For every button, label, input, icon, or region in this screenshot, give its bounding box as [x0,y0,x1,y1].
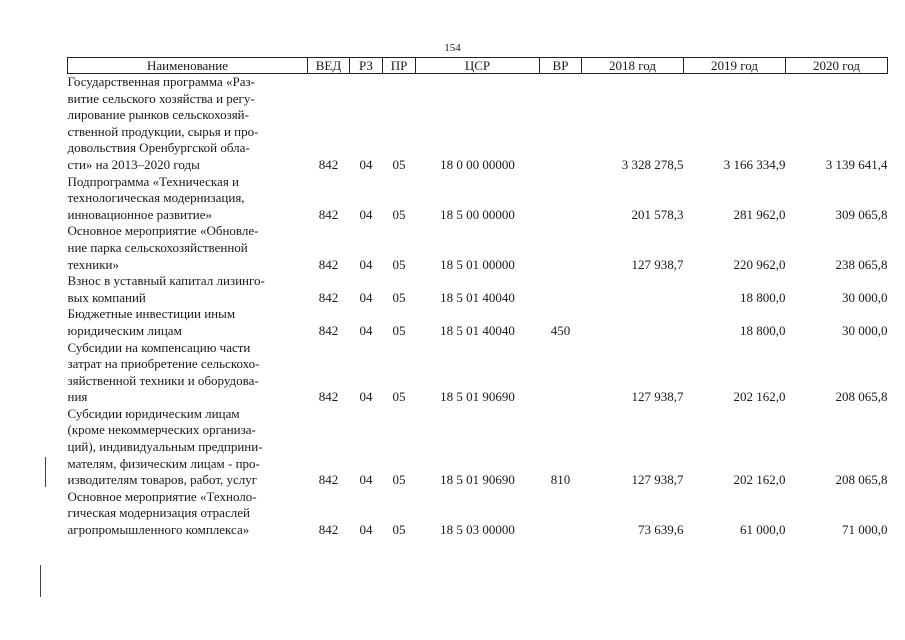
cell-ved: 842 [318,389,339,405]
page-number: 154 [444,42,461,54]
name-line: агропромышленного комплекса» [67,522,250,538]
cell-pr: 05 [392,322,406,338]
cell-2019: 61 000,0 [740,522,786,538]
cell-rz: 04 [359,289,373,305]
cell-vr [540,174,582,224]
table-row [68,74,888,174]
cell-csr: 18 0 00 00000 [440,156,515,172]
cell-vr [540,273,582,306]
cell-name [68,74,308,174]
scan-artifact [40,565,41,597]
cell-2018: 201 578,3 [631,206,684,222]
cell-csr: 18 5 01 40040 [440,322,515,338]
name-line: вых компаний [67,289,146,305]
column-header-2020: 2020 год [786,58,888,74]
cell-2020: 30 000,0 [842,289,888,305]
name-line: Основное мероприятие «Обновле- [67,223,259,239]
name-line: витие сельского хозяйства и регу- [67,90,255,106]
cell-2019: 3 166 334,9 [723,156,786,172]
cell-rz: 04 [359,322,373,338]
cell-name [68,489,308,539]
cell-pr: 05 [392,389,406,405]
cell-2020: 71 000,0 [842,522,888,538]
name-line: гическая модернизация отраслей [67,505,250,521]
cell-rz: 04 [359,206,373,222]
cell-ved: 842 [318,256,339,272]
scan-artifact [45,457,46,487]
name-line: мателям, физическим лицам - про- [67,455,260,471]
cell-pr: 05 [392,472,406,488]
cell-2018: 3 328 278,5 [621,156,684,172]
cell-2019: 220 962,0 [733,256,786,272]
name-line: ственной продукции, сырья и про- [67,123,259,139]
cell-ved: 842 [318,472,339,488]
cell-name [68,340,308,406]
name-line: Основное мероприятие «Техноло- [67,488,257,504]
cell-rz: 04 [359,472,373,488]
cell-2020: 309 065,8 [835,206,888,222]
cell-2019: 18 800,0 [740,289,786,305]
cell-2018 [582,273,684,306]
column-header-rz: РЗ [350,58,383,74]
name-line: затрат на приобретение сельскохо- [67,356,260,372]
column-header-vr: ВР [540,58,582,74]
cell-csr: 18 5 01 00000 [440,256,515,272]
cell-csr: 18 5 01 40040 [440,289,515,305]
cell-ved: 842 [318,206,339,222]
table-row [68,406,888,489]
cell-ved: 842 [318,289,339,305]
table-header-row [68,58,888,74]
cell-2019: 281 962,0 [733,206,786,222]
name-line: (кроме некоммерческих организа- [67,422,256,438]
cell-ved: 842 [318,156,339,172]
column-header-csr: ЦСР [416,58,540,74]
cell-csr: 18 5 03 00000 [440,522,515,538]
column-header-pr: ПР [383,58,416,74]
cell-2020: 208 065,8 [835,472,888,488]
cell-vr: 450 [550,322,571,338]
cell-pr: 05 [392,256,406,272]
table-row [68,489,888,539]
name-line: Субсидии юридическим лицам [67,405,240,421]
cell-ved: 842 [318,322,339,338]
name-line: инновационное развитие» [67,206,213,222]
cell-name [68,273,308,306]
table-row [68,340,888,406]
cell-name [68,406,308,489]
cell-vr [540,74,582,174]
cell-csr: 18 5 01 90690 [440,472,515,488]
name-line: ния [67,389,88,405]
column-header-ved: ВЕД [308,58,350,74]
name-line: Субсидии на компенсацию части [67,339,251,355]
table-row [68,223,888,273]
cell-2019: 202 162,0 [733,472,786,488]
cell-2019: 18 800,0 [740,322,786,338]
budget-table [67,57,888,539]
cell-2018 [582,306,684,339]
column-header-name: Наименование [68,58,308,74]
name-line: зяйственной техники и оборудова- [67,372,259,388]
cell-2018: 127 938,7 [631,256,684,272]
name-line: Государственная программа «Раз- [67,74,255,89]
cell-2018: 127 938,7 [631,389,684,405]
name-line: Подпрограмма «Техническая и [67,173,240,189]
name-line: техники» [67,256,119,272]
cell-ved: 842 [318,522,339,538]
cell-2018: 73 639,6 [638,522,684,538]
name-line: сти» на 2013–2020 годы [67,156,200,172]
name-line: технологическая модернизация, [67,190,245,206]
cell-2019: 202 162,0 [733,389,786,405]
cell-rz: 04 [359,389,373,405]
name-line: изводителям товаров, работ, услуг [67,472,258,488]
column-header-2018: 2018 год [582,58,684,74]
cell-rz: 04 [359,156,373,172]
name-line: ций), индивидуальным предприни- [67,439,263,455]
cell-2018: 127 938,7 [631,472,684,488]
table-row [68,306,888,339]
name-line: ние парка сельскохозяйственной [67,239,248,255]
cell-pr: 05 [392,289,406,305]
cell-pr: 05 [392,156,406,172]
name-line: Взнос в уставный капитал лизинго- [67,273,265,289]
cell-name [68,306,308,339]
name-line: юридическим лицам [67,322,182,338]
table-body [68,74,888,539]
cell-vr [540,340,582,406]
cell-rz: 04 [359,256,373,272]
cell-vr [540,489,582,539]
table-row [68,273,888,306]
table-row [68,174,888,224]
cell-2020: 208 065,8 [835,389,888,405]
cell-vr: 810 [550,472,571,488]
cell-pr: 05 [392,522,406,538]
name-line: лирование рынков сельскохозяй- [67,107,249,123]
cell-csr: 18 5 01 90690 [440,389,515,405]
cell-2020: 30 000,0 [842,322,888,338]
cell-pr: 05 [392,206,406,222]
column-header-2019: 2019 год [684,58,786,74]
cell-name [68,223,308,273]
cell-rz: 04 [359,522,373,538]
cell-vr [540,223,582,273]
cell-2020: 3 139 641,4 [825,156,888,172]
cell-csr: 18 5 00 00000 [440,206,515,222]
name-line: Бюджетные инвестиции иным [67,306,236,322]
cell-name [68,174,308,224]
cell-2020: 238 065,8 [835,256,888,272]
name-line: довольствия Оренбургской обла- [67,140,250,156]
